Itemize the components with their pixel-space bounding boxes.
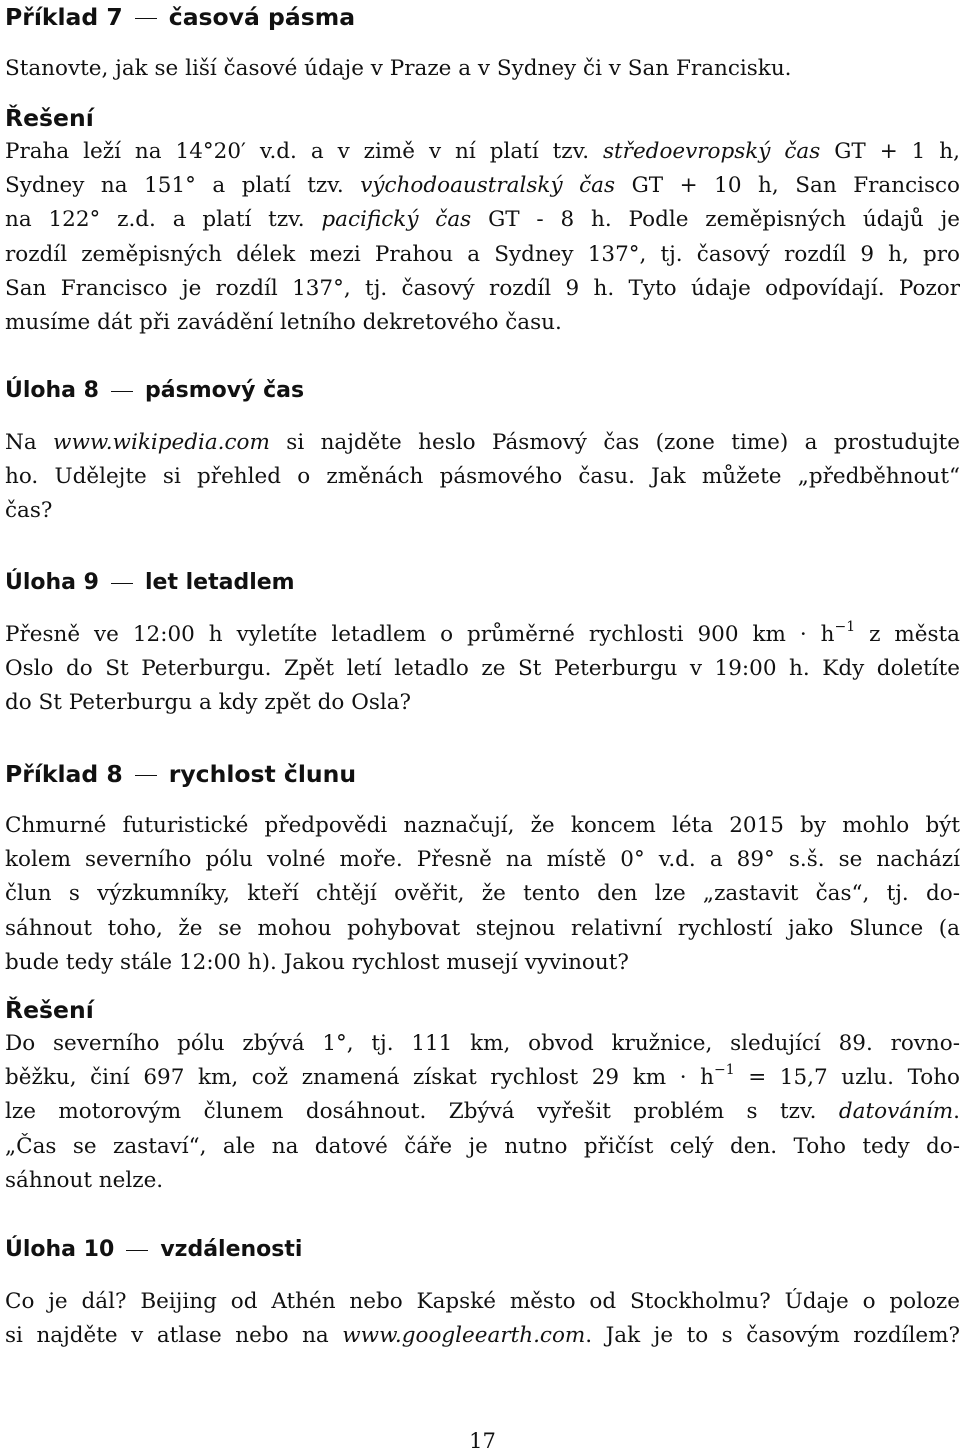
paragraph-line: Oslo do St Peterburgu. Zpět letí letadlo ze St Peterburgu v 19:00 h. Kdy doletíte	[5, 656, 960, 682]
paragraph-line: čas?	[5, 498, 53, 524]
heading-label: Příklad 7	[5, 3, 123, 31]
paragraph-line: člun s výzkumníky, kteří chtějí ověřit, že tento den lze „zastavit čas“, tj. do-	[5, 881, 960, 907]
heading-topic: vzdálenosti	[160, 1237, 303, 1262]
paragraph-line: Praha leží na 14°20′ v.d. a v zimě v ní platí tzv. středoevropský čas GT + 1 h,	[5, 139, 960, 164]
paragraph-line: rozdíl zeměpisných délek mezi Prahou a Sydney 137°, tj. časový rozdíl 9 h, pro	[5, 241, 960, 267]
paragraph-line: Do severního pólu zbývá 1°, tj. 111 km, obvod kružnice, sledující 89. rovno-	[5, 1031, 960, 1056]
paragraph-line: do St Peterburgu a kdy zpět do Osla?	[5, 690, 412, 716]
paragraph-line: Chmurné futuristické předpovědi naznačují, že koncem léta 2015 by mohlo být	[5, 813, 960, 838]
heading-topic: let letadlem	[145, 570, 295, 595]
task-8-heading	[5, 374, 960, 408]
paragraph-line: Sydney na 151° a platí tzv. východoaustralský čas GT + 10 h, San Francisco	[5, 173, 960, 199]
task-10-body	[5, 1285, 960, 1353]
heading-label: Příklad 8	[5, 760, 123, 788]
task-9-heading	[5, 566, 960, 600]
example-7-solution	[5, 135, 960, 340]
paragraph-line: sáhnout nelze.	[5, 1167, 164, 1193]
paragraph-line: musíme dát při zavádění letního dekretového času.	[5, 310, 562, 336]
page-number: 17	[469, 1429, 496, 1453]
example-7-task	[5, 52, 960, 86]
document-page	[5, 0, 960, 1451]
heading-label: Úloha 8	[5, 378, 99, 403]
heading-dash	[126, 1250, 148, 1251]
example-8-solution	[5, 1027, 960, 1198]
paragraph-line: běžku, činí 697 km, což znamená získat rychlost 29 km · $h^{-1} = 15,7$ uzlu. Toho	[5, 1062, 960, 1091]
heading-dash	[135, 18, 157, 19]
paragraph-line: kolem severního pólu volné moře. Přesně na místě 0° v.d. a 89° s.š. se nachází	[5, 847, 960, 873]
heading-topic: časová pásma	[168, 3, 356, 31]
heading-dash	[111, 583, 133, 584]
heading-dash	[135, 775, 157, 776]
example-7-solution-label: Řešení	[5, 104, 94, 132]
paragraph-line: si najděte v atlase nebo na www.googleearth.com. Jak je to s časovým rozdílem?	[5, 1323, 960, 1349]
paragraph-line: Na www.wikipedia.com si najděte heslo Pásmový čas (zone time) a prostudujte	[5, 430, 960, 455]
task-text: Stanovte, jak se liší časové údaje v Praze a v Sydney či v San Francisku.	[5, 56, 792, 81]
task-9-body	[5, 618, 960, 721]
paragraph-line: ho. Udělejte si přehled o změnách pásmového času. Jak můžete „předběhnout“	[5, 464, 960, 490]
paragraph-line: San Francisco je rozdíl 137°, tj. časový rozdíl 9 h. Tyto údaje odpovídají. Pozor	[5, 275, 960, 301]
paragraph-line: lze motorovým člunem dosáhnout. Zbývá vyřešit problém s tzv. datováním.	[5, 1099, 960, 1125]
paragraph-line: Přesně ve 12:00 h vyletíte letadlem o průměrné rychlosti 900 km · $h^{-1}$ z města	[5, 618, 960, 647]
paragraph-line: sáhnout toho, že se mohou pohybovat stejnou relativní rychlostí jako Slunce (a	[5, 915, 960, 941]
heading-topic: rychlost člunu	[168, 760, 357, 788]
paragraph-line: bude tedy stále 12:00 h). Jakou rychlost musejí vyvinout?	[5, 949, 629, 975]
example-8-task	[5, 809, 960, 980]
heading-label: Úloha 9	[5, 570, 99, 595]
heading-label: Úloha 10	[5, 1237, 115, 1262]
task-10-heading	[5, 1233, 960, 1267]
example-8-heading	[5, 757, 960, 791]
paragraph-line: „Čas se zastaví“, ale na datové čáře je nutno přičíst celý den. Toho tedy do-	[5, 1133, 960, 1159]
heading-topic: pásmový čas	[145, 378, 305, 403]
example-8-solution-label: Řešení	[5, 996, 94, 1024]
example-7-heading	[5, 0, 960, 34]
paragraph-line: Co je dál? Beijing od Athén nebo Kapské město od Stockholmu? Údaje o poloze	[5, 1289, 960, 1314]
paragraph-line: na 122° z.d. a platí tzv. pacifický čas GT - 8 h. Podle zeměpisných údajů je	[5, 207, 960, 233]
task-8-body	[5, 426, 960, 529]
heading-dash	[111, 391, 133, 392]
